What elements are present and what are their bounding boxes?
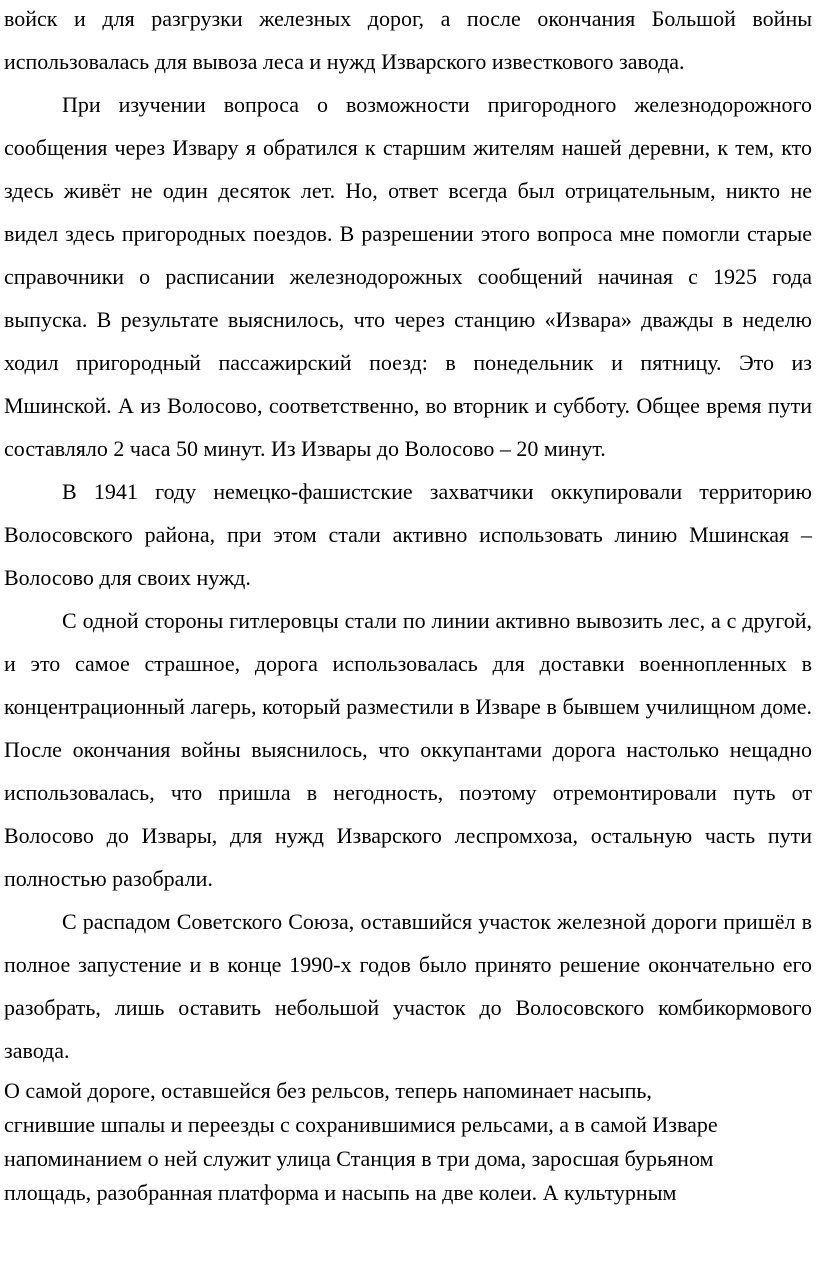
text-line: О самой дороге, оставшейся без рельсов, теперь напоминает насыпь, [4,1078,652,1103]
paragraph-occupation: В 1941 году немецко-фашистские захватчики оккупировали территорию Волосовского района, при этом стали активно использовать линию Мшинская – Волосово для своих нужд. [4,479,812,590]
paragraph-research: При изучении вопроса о возможности пригородного железнодорожного сообщения через Извару я обратился к старшим жителям нашей деревни, к тем, кто здесь живёт не один десяток лет. Но, ответ всегда был отрицательным, никто не видел здесь пригородных поездов. В разрешении этого вопроса мне помогли старые справочники о расписании железнодорожных сообщений начиная с 1925 года выпуска. В результате выяснилось, что через станцию «Извара» дважды в неделю ходил пригородный пассажирский поезд: в понедельник и пятницу. Это из Мшинской. А из Волосово, соответственно, во вторник и субботу. Общее время пути составляло 2 часа 50 минут. Из Извары до Волосово – 20 минут. [4,92,812,461]
paragraph-continuation: войск и для разгрузки железных дорог, а после окончания Большой войны использовалась для вывоза леса и нужд Изварского известкового завода. [4,6,812,74]
paragraph-ussr-collapse: С распадом Советского Союза, оставшийся участок железной дороги пришёл в полное запустение и в конце 1990-х годов было принято решение окончательно его разобрать, лишь оставить небольшой участок до Волосовского комбикормового завода. [4,909,812,1063]
text-line: напоминанием о ней служит улица Станция в три дома, заросшая бурьяном [4,1146,714,1171]
paragraph-war-use: С одной стороны гитлеровцы стали по линии активно вывозить лес, а с другой, и это самое страшное, дорога использовалась для доставки военнопленных в концентрационный лагерь, который разместили в Изваре в бывшем училищном доме. После окончания войны выяснилось, что оккупантами дорога настолько нещадно использовалась, что пришла в негодность, поэтому отремонтировали путь от Волосово до Извары, для нужд Изварского леспромхоза, остальную часть пути полностью разобрали. [4,608,812,891]
text-line: площадь, разобранная платформа и насыпь на две колеи. А культурным [4,1180,677,1205]
paragraph-remnants [4,1074,812,1210]
text-line: сгнившие шпалы и переезды с сохранившимися рельсами, а в самой Изваре [4,1112,718,1137]
